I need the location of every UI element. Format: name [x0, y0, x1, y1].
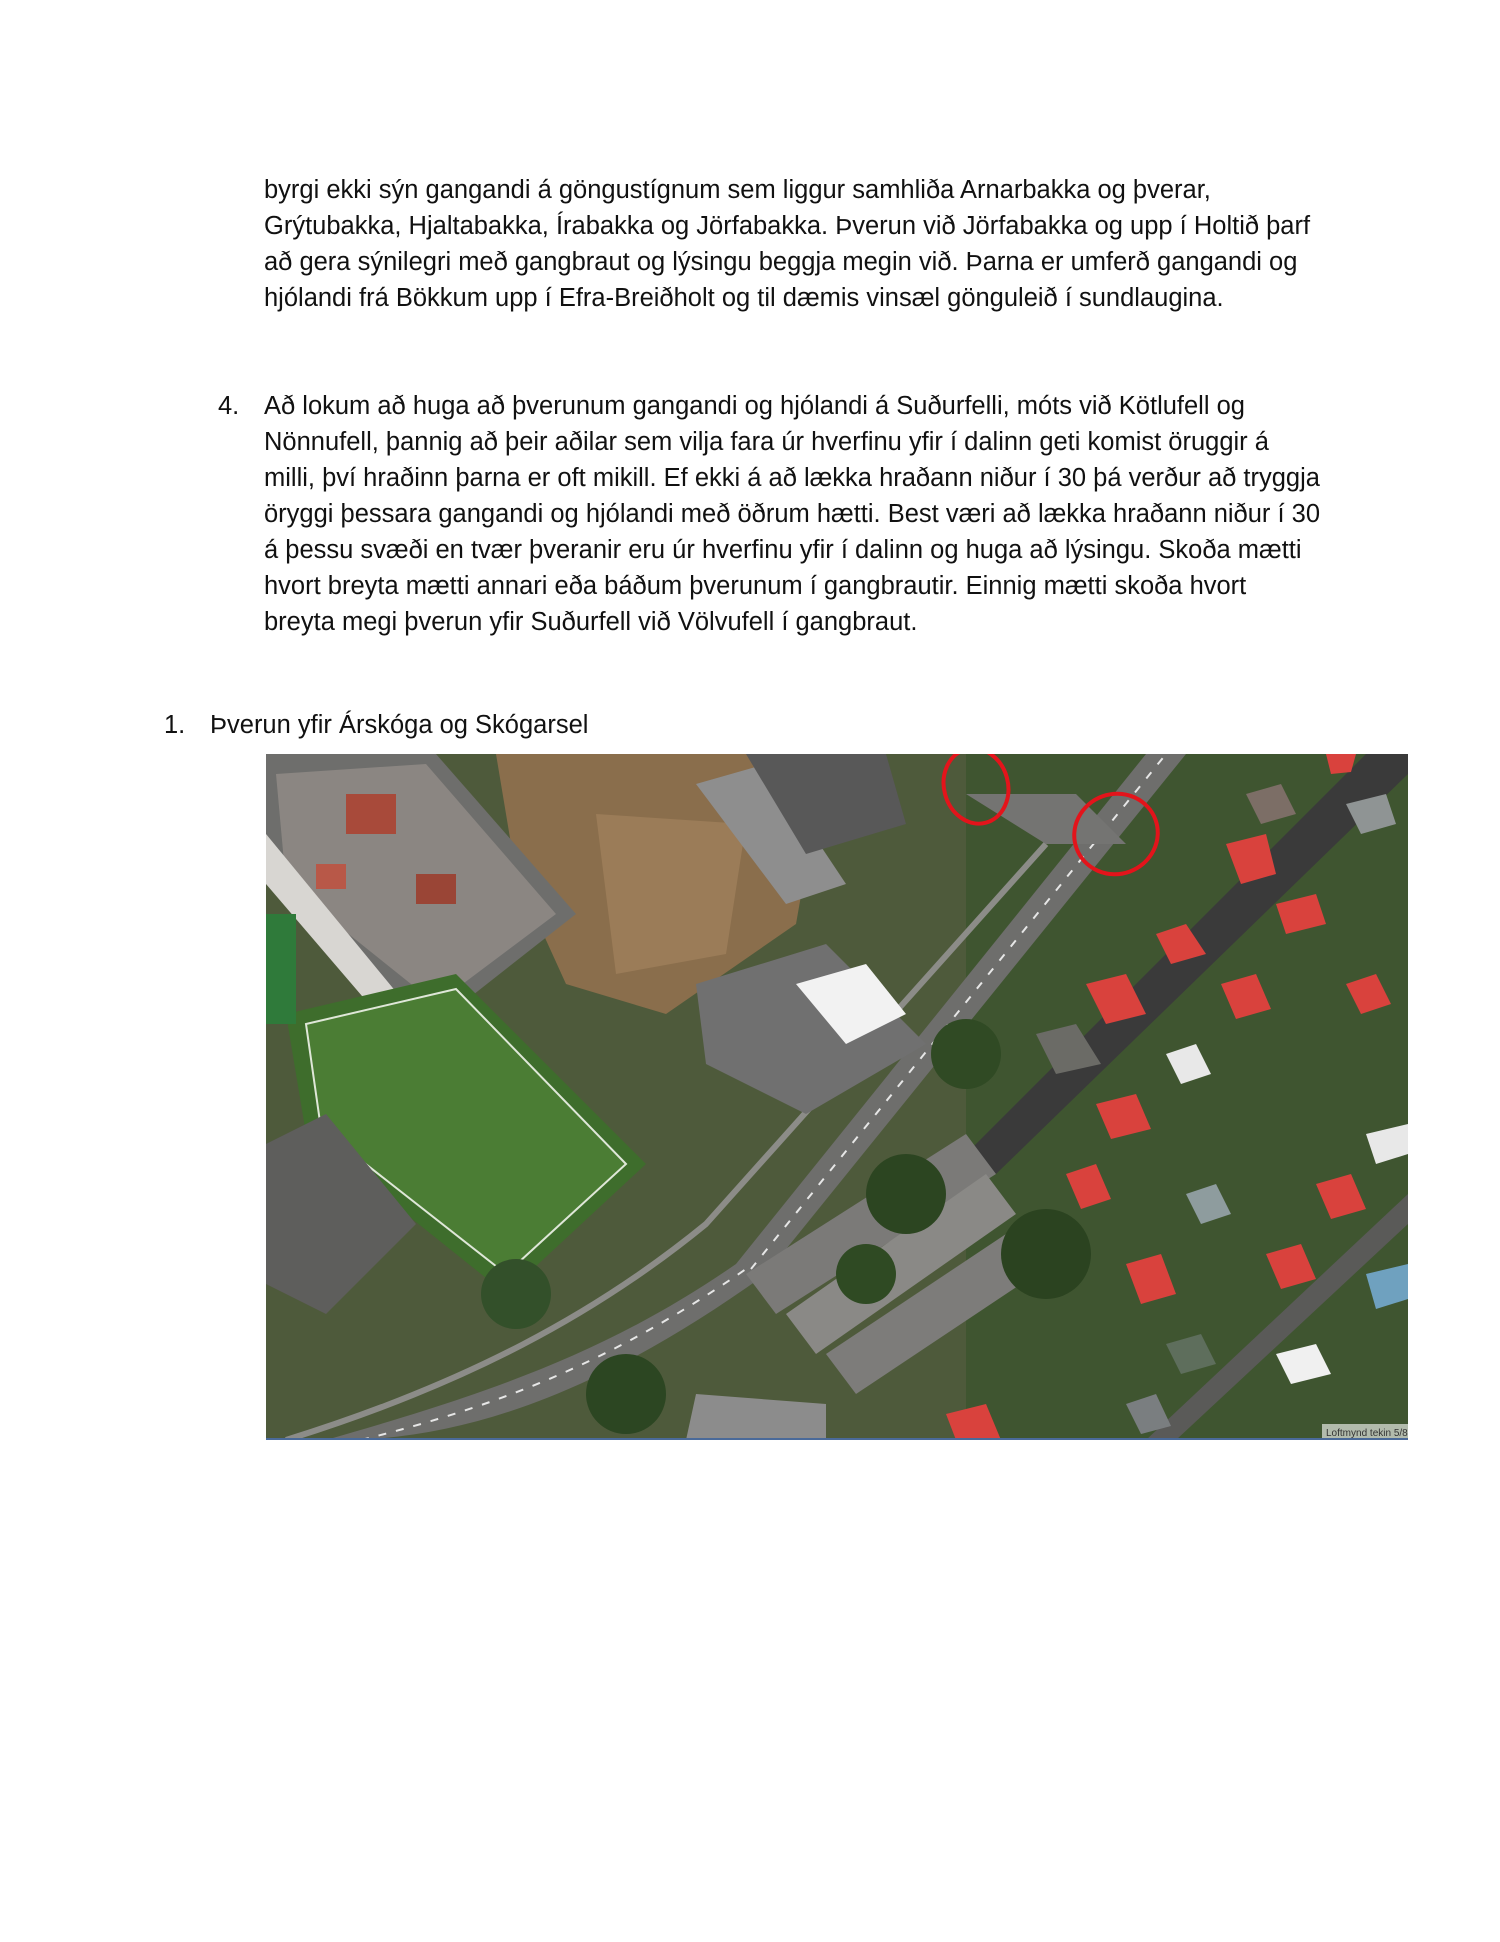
section-title: Þverun yfir Árskóga og Skógarsel — [210, 711, 589, 739]
list-number: 4. — [218, 392, 240, 420]
section-number: 1. — [164, 711, 186, 739]
list-item-text: Að lokum að huga að þverunum gangandi og hjólandi á Suðurfelli, móts við Kötlufell og Nönnufell, þannig að þeir aðilar sem vilja fara úr hverfinu yfir í dalinn geti komist öruggir á milli, því hraðinn þarna er oft mikill. Ef ekki á að lækka hraðann niður í 30 þá verður að tryggja öryggi þessara gangandi og hjólandi með öðrum hætti. Best væri að lækka hraðann niður í 30 á þessu svæði en tvær þveranir eru úr hverfinu yfir í dalinn og huga að lýsingu. Skoða mætti hvort breyta mætti annari eða báðum þverunum í gangbrautir. Einnig mætti skoða hvort breyta megi þverun yfir Suðurfell við Völvufell í gangbraut. — [264, 392, 1321, 636]
map-caption: Loftmynd tekin 5/8 — [1326, 1428, 1408, 1439]
aerial-map-image — [266, 754, 1408, 1440]
list-item-4 — [218, 388, 1328, 640]
section-heading — [164, 707, 588, 743]
intro-paragraph: byrgi ekki sýn gangandi á göngustígnum sem liggur samhliða Arnarbakka og þverar, Grýtubakka, Hjaltabakka, Írabakka og Jörfabakka. Þverun við Jörfabakka og upp í Holtið þarf að gera sýnilegri með gangbraut og lýsingu beggja megin við. Þarna er umferð gangandi og hjólandi frá Bökkum upp í Efra-Breiðholt og til dæmis vinsæl gönguleið í sundlaugina. — [264, 176, 1311, 312]
